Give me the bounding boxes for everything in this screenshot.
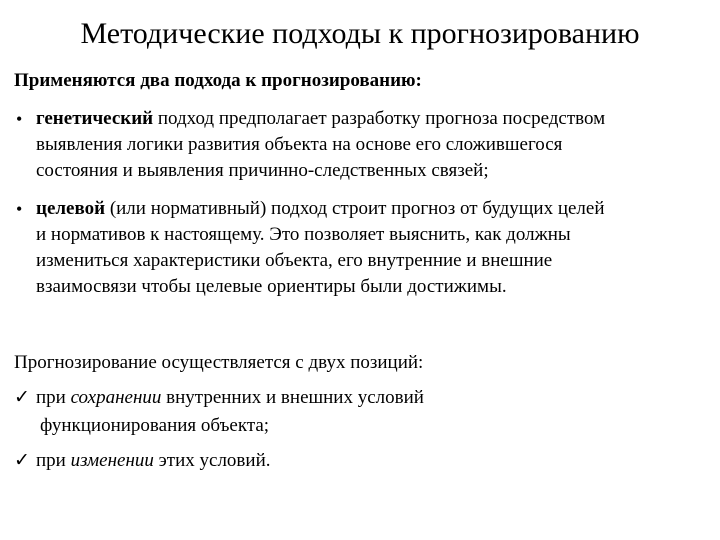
bullet-icon: •: [16, 109, 23, 129]
checkmark-icon: ✓: [14, 450, 30, 471]
positions-intro-text: Прогнозирование осуществляется с двух позиций:: [14, 352, 424, 373]
position-item-change: [14, 447, 714, 475]
target-line-2: и нормативов к настоящему. Это позволяет выяснить, как должны: [36, 224, 571, 245]
intro-text: Применяются два подхода к прогнозированию:: [14, 70, 422, 91]
position1-rest: внутренних и внешних условий: [161, 387, 424, 408]
slide-title: Методические подходы к прогнозированию: [80, 17, 640, 50]
genetic-approach-item: [14, 106, 714, 184]
position2-emphasis: изменении: [70, 450, 154, 471]
target-line-1: [14, 196, 714, 222]
position1-line-1: [14, 384, 714, 412]
position1-line-2: функционирования объекта;: [40, 415, 270, 436]
bullet-icon: •: [16, 199, 23, 219]
position2-rest: этих условий.: [153, 450, 271, 471]
checkmark-icon: ✓: [14, 387, 30, 408]
target-line-4: взаимосвязи чтобы целевые ориентиры были достижимы.: [36, 276, 507, 297]
target-term: целевой: [36, 198, 106, 219]
genetic-line-3: состояния и выявления причинно-следственных связей;: [36, 160, 489, 181]
position-item-preservation: [14, 384, 714, 440]
genetic-line-2: выявления логики развития объекта на основе его сложившегося: [36, 134, 563, 155]
position2-prefix: при: [36, 450, 71, 471]
position1-emphasis: сохранении: [70, 387, 162, 408]
genetic-line-1-rest: подход предполагает разработку прогноза посредством: [153, 108, 606, 129]
target-line-1-rest: (или нормативный) подход строит прогноз от будущих целей: [105, 198, 605, 219]
target-approach-item: [14, 196, 714, 300]
position1-prefix: при: [36, 387, 71, 408]
position2-line-1: [14, 447, 714, 475]
genetic-term: генетический: [36, 108, 154, 129]
target-line-3: измениться характеристики объекта, его внутренние и внешние: [36, 250, 553, 271]
genetic-line-1: [14, 106, 714, 132]
